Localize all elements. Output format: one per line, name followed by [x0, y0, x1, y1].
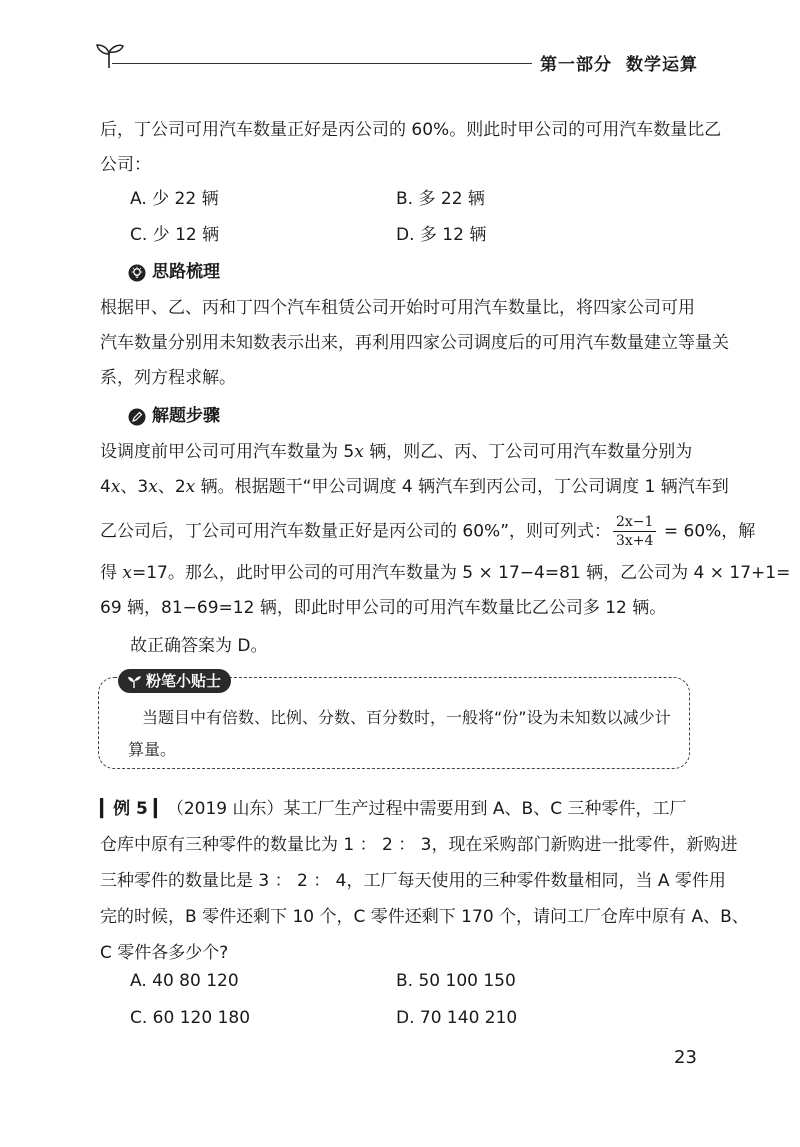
example-5-line-1: ▎例 5 ▎（2019 山东）某工厂生产过程中需要用到 A、B、C 三种零件，工厂 — [100, 799, 687, 819]
solution-heading: 解题步骤 — [152, 406, 220, 426]
example-option-b: B. 50 100 150 — [396, 971, 516, 991]
solution-line-4: 得 x=17。那么，此时甲公司的可用汽车数量为 5 × 17−4=81 辆，乙公司为 4 × 17+1= — [100, 563, 791, 583]
example-option-a: A. 40 80 120 — [130, 971, 239, 991]
tip-badge: 粉笔小贴士 — [118, 669, 231, 693]
header-chapter: 数学运算 — [626, 55, 698, 75]
example-5-line-4: 完的时候，B 零件还剩下 10 个，C 零件还剩下 170 个，请问工厂仓库中原有 A、B、 — [100, 907, 749, 927]
option-c: C. 少 12 辆 — [130, 225, 220, 245]
solution-line-3: 乙公司后，丁公司可用汽车数量正好是丙公司的 60%”，则可列式： $\frac{2x-1}{3x+4}$ = 60%，解 — [100, 514, 756, 549]
header-rule — [112, 63, 532, 64]
tip-line-2: 算量。 — [128, 740, 177, 759]
analysis-heading: 思路梳理 — [152, 262, 220, 282]
solution-line-5: 69 辆，81−69=12 辆，即此时甲公司的可用汽车数量比乙公司多 12 辆。 — [100, 598, 667, 618]
example-5-line-5: C 零件各多少个? — [100, 943, 229, 963]
question-line-2: 公司： — [100, 155, 151, 175]
example-option-c: C. 60 120 180 — [130, 1008, 251, 1028]
example-label: ▎例 5 ▎ — [100, 799, 167, 819]
solution-line-1: 设调度前甲公司可用汽车数量为 5x 辆，则乙、丙、丁公司可用汽车数量分别为 — [100, 442, 693, 462]
pencil-icon — [128, 408, 146, 426]
header-title — [540, 50, 698, 75]
sprout-icon — [126, 673, 142, 689]
example-option-d: D. 70 140 210 — [396, 1008, 518, 1028]
analysis-line-2: 汽车数量分别用未知数表示出来，再利用四家公司调度后的可用汽车数量建立等量关 — [100, 333, 729, 353]
lightbulb-icon — [128, 264, 146, 282]
equation-fraction: $\frac{2x-1}{3x+4}$ — [613, 513, 656, 550]
example-5-line-3: 三种零件的数量比是 3 ： 2 ： 4，工厂每天使用的三种零件数量相同，当 A 零件用 — [100, 871, 726, 891]
page-number: 23 — [674, 1047, 697, 1068]
analysis-line-3: 系，列方程求解。 — [100, 368, 236, 388]
solution-line-2: 4x、3x、2x 辆。根据题干“甲公司调度 4 辆汽车到丙公司，丁公司调度 1 辆汽车到 — [100, 477, 729, 497]
example-5-line-2: 仓库中原有三种零件的数量比为 1 ： 2 ： 3，现在采购部门新购进一批零件，新购进 — [100, 835, 738, 855]
analysis-line-1: 根据甲、乙、丙和丁四个汽车租赁公司开始时可用汽车数量比，将四家公司可用 — [100, 298, 695, 318]
option-d: D. 多 12 辆 — [396, 225, 487, 245]
header-part: 第一部分 — [540, 55, 612, 75]
option-b: B. 多 22 辆 — [396, 189, 485, 209]
question-line-1: 后，丁公司可用汽车数量正好是丙公司的 60%。则此时甲公司的可用汽车数量比乙 — [100, 120, 722, 140]
option-a: A. 少 22 辆 — [130, 189, 219, 209]
tip-line-1: 当题目中有倍数、比例、分数、百分数时，一般将“份”设为未知数以减少计 — [142, 708, 671, 727]
sprout-logo-icon — [92, 40, 126, 70]
solution-answer: 故正确答案为 D。 — [130, 636, 268, 656]
